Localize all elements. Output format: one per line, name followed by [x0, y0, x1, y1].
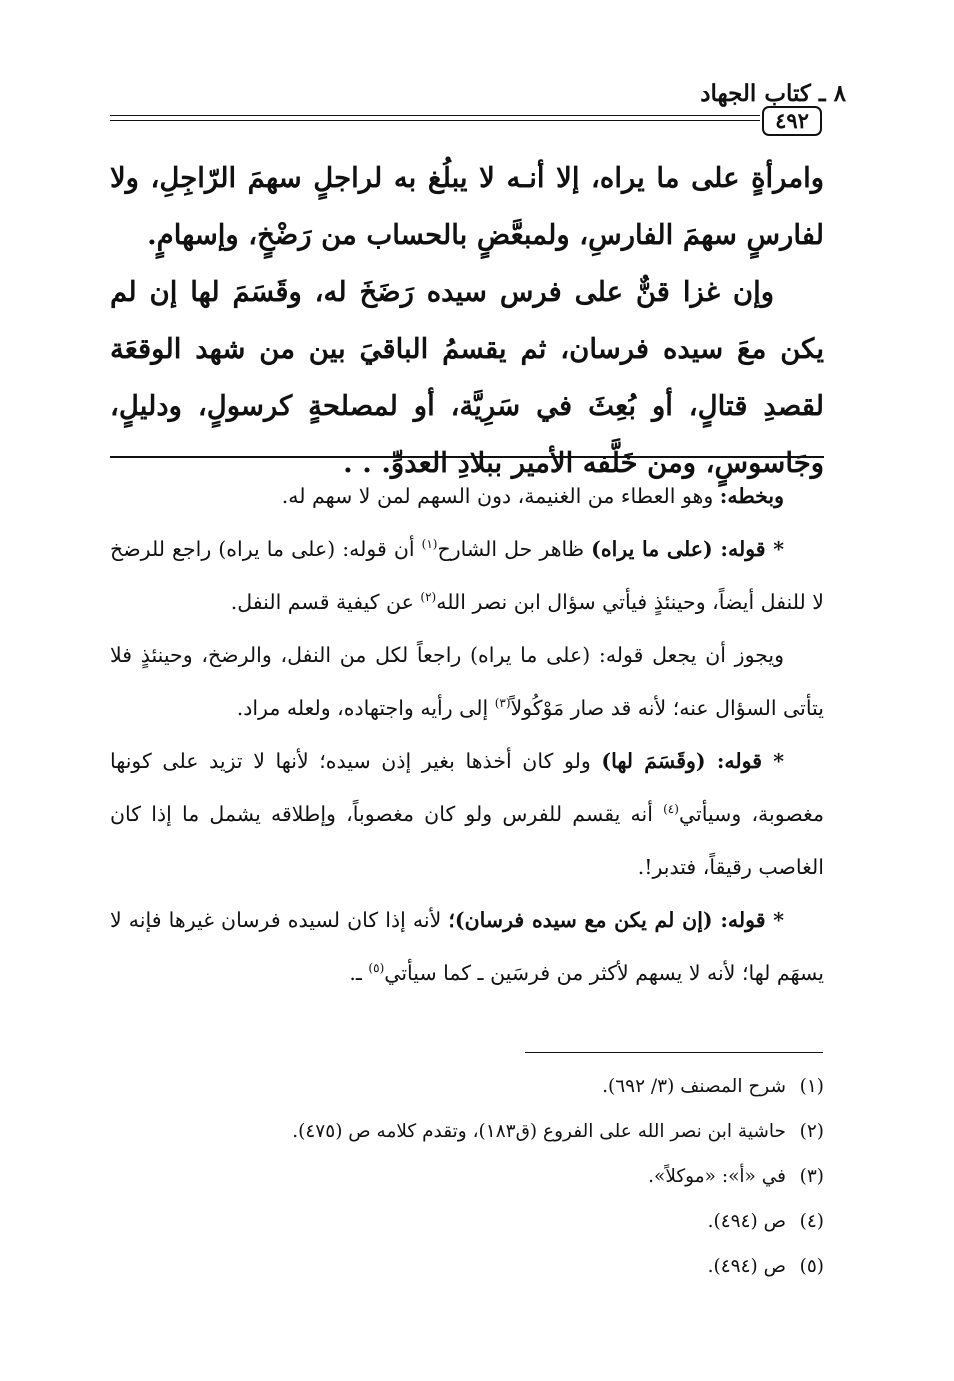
main-paragraph-1: وامرأةٍ على ما يراه، إلا أنـه لا يبلُغ به لراجلٍ سهمَ الرّاجِلِ، ولا لفارسٍ سهمَ الفارسِ، ولمبعَّضٍ بالحساب من رَضْخٍ، وإسهامٍ.: [110, 162, 824, 251]
commentary-text: وهو العطاء من الغنيمة، دون السهم لمن لا سهم له.: [281, 484, 720, 508]
footnote-1: [224, 1064, 824, 1109]
footnote-ref-5[interactable]: (٥): [368, 961, 385, 976]
header-rule-top: [110, 115, 760, 116]
footnote-number: (٤): [799, 1211, 824, 1232]
footnote-divider: [525, 1052, 823, 1053]
header-rule-bottom: [110, 120, 760, 121]
footnotes: [224, 1064, 824, 1289]
footnote-ref-2[interactable]: (٢): [420, 590, 437, 605]
commentary-text: ويجوز أن يجعل قوله: (على ما يراه) راجعاً لكل من النفل، والرضخ، وحينئذٍ فلا يتأتى السؤال عنه؛ لأنه قد صار مَوْكُولاً: [110, 643, 824, 720]
commentary-paragraph-4: [110, 735, 824, 894]
footnote-ref-4[interactable]: (٤): [663, 802, 679, 817]
main-text-divider: [110, 456, 824, 458]
commentary-paragraph-5: [110, 894, 824, 1000]
commentary-lead: * قوله: (وقَسَمَ لها): [601, 749, 785, 773]
page-number: ٤٩٢: [762, 106, 822, 136]
chapter-title: ٨ ـ كتاب الجهاد: [700, 80, 846, 107]
commentary-paragraph-2: [110, 523, 824, 629]
footnote-text: ص (٤٩٤).: [707, 1256, 786, 1277]
footnote-text: في «أ»: «موكلاً».: [648, 1166, 786, 1187]
commentary-text: ظاهر حل الشارح: [437, 537, 592, 561]
footnote-number: (٢): [799, 1121, 824, 1142]
footnote-text: ص (٤٩٤).: [707, 1211, 786, 1232]
commentary: [110, 470, 824, 1000]
footnote-text: شرح المصنف (٣/ ٦٩٢).: [602, 1076, 786, 1097]
commentary-text: أن قوله: (على ما يراه) راجع للرضخ لا للنفل أيضاً، وحينئذٍ فيأتي سؤال ابن نصر الله: [110, 537, 824, 614]
footnote-text: حاشية ابن نصر الله على الفروع (ق١٨٣)، وتقدم كلامه ص (٤٧٥).: [292, 1121, 786, 1142]
commentary-text: عن كيفية قسم النفل.: [230, 590, 421, 614]
footnote-5: [224, 1244, 824, 1289]
main-paragraph-2: وإن غزا قنٌّ على فرس سيده رَضَخَ له، وقَسَمَ لها إن لم يكن معَ سيده فرسان، ثم يقسمُ الباقيَ بين من شهد الوقعَة لقصدِ قتالٍ، أو بُعِثَ في سَرِيَّة، أو لمصلحةٍ كرسولٍ، ودليلٍ، وجَاسوسٍ، ومن خَلَّفه الأمير ببلادِ العدوِّ. . .: [110, 276, 824, 479]
commentary-text: أنه يقسم للفرس ولو كان مغصوباً، وإطلاقه يشمل ما إذا كان الغاصب رقيقاً، فتدبر!.: [110, 802, 824, 879]
commentary-term: وبخطه:: [719, 484, 784, 508]
footnote-ref-3[interactable]: (٣): [494, 696, 511, 711]
commentary-text: ـ.: [349, 961, 369, 985]
footnote-ref-1[interactable]: (١): [421, 537, 438, 552]
commentary-text: لأنه إذا كان لسيده فرسان غيرها فإنه لا يسهَم لها؛ لأنه لا يسهم لأكثر من فرسَين ـ كما سيأتي: [110, 908, 824, 985]
commentary-text: إلى رأيه واجتهاده، ولعله مراد.: [236, 696, 495, 720]
footnote-2: [224, 1109, 824, 1154]
footnote-4: [224, 1199, 824, 1244]
commentary-paragraph-1: [110, 470, 824, 523]
main-text: [110, 150, 824, 492]
footnote-number: (١): [799, 1076, 824, 1097]
commentary-text: ولو كان أخذها بغير إذن سيده؛ لأنها لا تزيد على كونها مغصوبة، وسيأتي: [110, 749, 824, 826]
footnote-number: (٥): [799, 1256, 824, 1277]
commentary-lead: * قوله: (إن لم يكن مع سيده فرسان)؛: [448, 908, 784, 932]
commentary-paragraph-3: [110, 629, 824, 735]
commentary-lead: * قوله: (على ما يراه): [591, 537, 784, 561]
footnote-number: (٣): [799, 1166, 824, 1187]
footnote-3: [224, 1154, 824, 1199]
